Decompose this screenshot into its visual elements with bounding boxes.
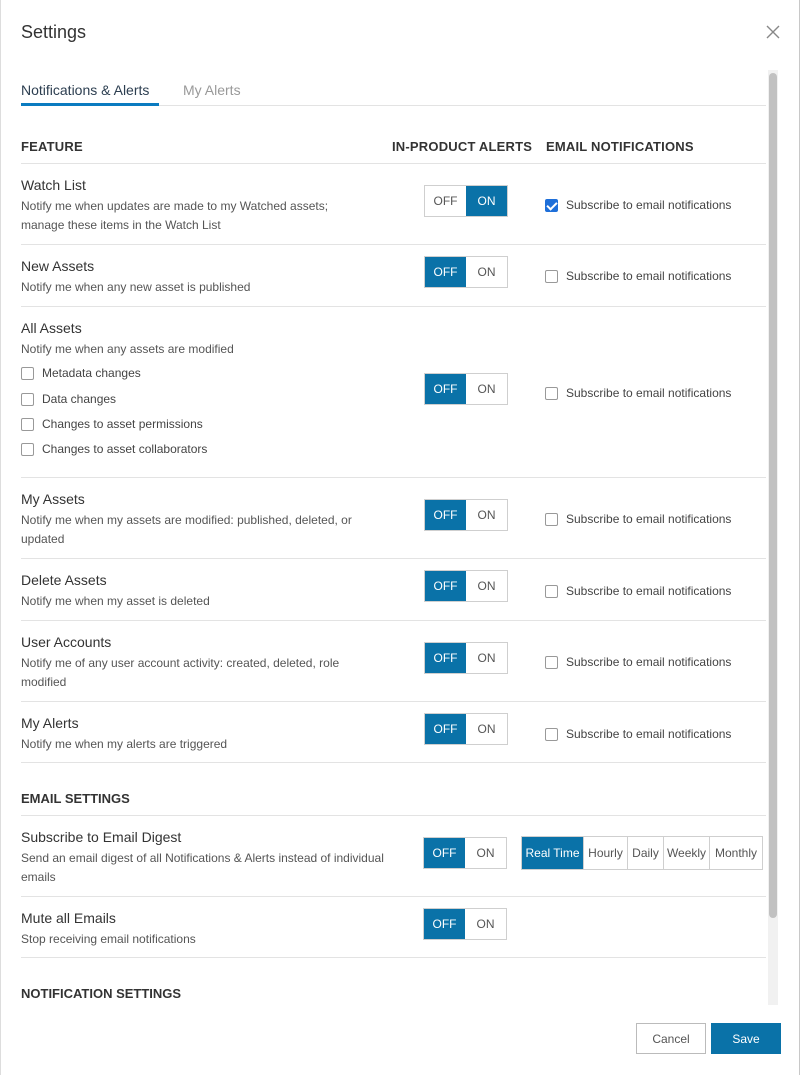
all-assets-toggle[interactable] — [424, 373, 508, 405]
settings-scroll-area — [1, 106, 767, 1001]
checkbox[interactable] — [21, 418, 34, 431]
email-digest-toggle[interactable] — [423, 837, 507, 869]
my-assets-toggle[interactable] — [424, 499, 508, 531]
feature-row-all-assets — [21, 306, 766, 477]
checkbox[interactable] — [545, 387, 558, 400]
column-headers — [21, 139, 766, 163]
toggle-on[interactable]: ON — [477, 722, 496, 736]
checkbox[interactable] — [21, 393, 34, 406]
close-icon[interactable] — [765, 24, 781, 40]
toggle-on[interactable]: ON — [476, 846, 495, 860]
toggle-on[interactable]: ON — [466, 186, 507, 216]
feature-title: Delete Assets — [21, 572, 107, 588]
frequency-monthly[interactable]: Monthly — [714, 846, 758, 860]
watch-list-email-checkbox[interactable] — [545, 198, 731, 212]
frequency-hourly[interactable]: Hourly — [584, 837, 628, 869]
email-column-header: EMAIL NOTIFICATIONS — [546, 139, 694, 154]
frequency-weekly[interactable]: Weekly — [664, 837, 710, 869]
feature-description: Notify me when any assets are modified — [21, 342, 234, 356]
modal-title: Settings — [21, 22, 87, 42]
frequency-real-time[interactable]: Real Time — [522, 837, 584, 869]
toggle-on[interactable]: ON — [477, 651, 496, 665]
checkbox[interactable] — [545, 585, 558, 598]
toggle-on[interactable]: ON — [477, 382, 496, 396]
suboption-asset-collaborators[interactable] — [21, 442, 207, 456]
toggle-off[interactable]: OFF — [425, 571, 466, 601]
checkbox[interactable] — [545, 270, 558, 283]
delete-assets-email-checkbox[interactable] — [545, 584, 731, 598]
digest-title: Subscribe to Email Digest — [21, 829, 182, 845]
my-assets-email-checkbox[interactable] — [545, 512, 731, 526]
feature-title: My Assets — [21, 491, 85, 507]
frequency-daily[interactable]: Daily — [628, 837, 664, 869]
suboption-data-changes[interactable] — [21, 392, 116, 406]
in-product-column-header: IN-PRODUCT ALERTS — [392, 139, 533, 154]
user-accounts-toggle[interactable] — [424, 642, 508, 674]
tab-bar — [21, 82, 766, 106]
toggle-on[interactable]: ON — [477, 508, 496, 522]
feature-title: User Accounts — [21, 634, 112, 650]
suboption-metadata-changes[interactable] — [21, 366, 141, 380]
feature-description: Notify me when any new asset is published — [21, 280, 251, 294]
delete-assets-toggle[interactable] — [424, 570, 508, 602]
email-settings-heading: EMAIL SETTINGS — [21, 791, 130, 806]
feature-column-header: FEATURE — [21, 139, 83, 154]
suboption-label: Data changes — [42, 392, 117, 406]
checkbox[interactable] — [21, 367, 34, 380]
scrollbar[interactable] — [768, 70, 778, 1005]
feature-title: Watch List — [21, 177, 86, 193]
feature-description: Notify me when my asset is deleted — [21, 594, 210, 608]
checkbox-checked[interactable] — [545, 199, 558, 212]
feature-title: My Alerts — [21, 715, 79, 731]
feature-description: Notify me of any user account activity: created, deleted, role modified — [21, 656, 340, 689]
feature-row-my-alerts — [21, 701, 766, 763]
mute-emails-toggle[interactable] — [423, 908, 507, 940]
email-checkbox-label: Subscribe to email notifications — [566, 198, 732, 212]
my-alerts-toggle[interactable] — [424, 713, 508, 745]
toggle-off[interactable]: OFF — [433, 194, 458, 208]
toggle-off[interactable]: OFF — [425, 257, 466, 287]
digest-frequency-selector[interactable] — [521, 836, 763, 870]
email-checkbox-label: Subscribe to email notifications — [566, 584, 732, 598]
notification-settings-heading: NOTIFICATION SETTINGS — [21, 986, 182, 1001]
suboption-label: Changes to asset collaborators — [42, 442, 208, 456]
checkbox[interactable] — [545, 728, 558, 741]
suboption-label: Metadata changes — [42, 366, 141, 380]
suboption-asset-permissions[interactable] — [21, 417, 203, 431]
toggle-off[interactable]: OFF — [425, 643, 466, 673]
feature-title: New Assets — [21, 258, 95, 274]
email-checkbox-label: Subscribe to email notifications — [566, 727, 732, 741]
email-checkbox-label: Subscribe to email notifications — [566, 269, 732, 283]
new-assets-toggle[interactable] — [424, 256, 508, 288]
email-digest-row — [21, 815, 766, 896]
feature-row-user-accounts — [21, 620, 766, 701]
my-alerts-email-checkbox[interactable] — [545, 727, 731, 741]
watch-list-toggle[interactable] — [424, 185, 508, 217]
email-checkbox-label: Subscribe to email notifications — [566, 512, 732, 526]
checkbox[interactable] — [21, 443, 34, 456]
feature-description: Notify me when my alerts are triggered — [21, 737, 228, 751]
toggle-off[interactable]: OFF — [424, 838, 465, 868]
email-checkbox-label: Subscribe to email notifications — [566, 655, 732, 669]
feature-row-delete-assets — [21, 558, 766, 620]
tab-my-alerts[interactable]: My Alerts — [183, 82, 241, 98]
toggle-off[interactable]: OFF — [424, 909, 465, 939]
feature-description: Notify me when my assets are modified: published, deleted, or updated — [21, 513, 352, 546]
user-accounts-email-checkbox[interactable] — [545, 655, 731, 669]
feature-description: Notify me when updates are made to my Watched assets; manage these items in the Watch List — [21, 199, 329, 232]
toggle-off[interactable]: OFF — [425, 374, 466, 404]
feature-title: All Assets — [21, 320, 82, 336]
new-assets-email-checkbox[interactable] — [545, 269, 731, 283]
tab-notifications-alerts[interactable]: Notifications & Alerts — [21, 82, 159, 106]
toggle-off[interactable]: OFF — [425, 714, 466, 744]
checkbox[interactable] — [545, 513, 558, 526]
digest-description: Send an email digest of all Notifications & Alerts instead of individual emails — [21, 851, 384, 884]
save-button[interactable]: Save — [711, 1023, 781, 1054]
all-assets-email-checkbox[interactable] — [545, 386, 731, 400]
toggle-off[interactable]: OFF — [425, 500, 466, 530]
cancel-button[interactable]: Cancel — [636, 1023, 706, 1054]
mute-description: Stop receiving email notifications — [21, 932, 196, 946]
toggle-on[interactable]: ON — [477, 265, 496, 279]
mute-emails-row — [21, 896, 766, 958]
scrollbar-thumb[interactable] — [769, 73, 777, 918]
feature-row-watch-list — [21, 163, 766, 244]
mute-title: Mute all Emails — [21, 910, 116, 926]
feature-row-new-assets — [21, 244, 766, 306]
toggle-on[interactable]: ON — [476, 917, 495, 931]
feature-row-my-assets — [21, 477, 766, 558]
toggle-on[interactable]: ON — [477, 579, 496, 593]
checkbox[interactable] — [545, 656, 558, 669]
email-checkbox-label: Subscribe to email notifications — [566, 386, 732, 400]
suboption-label: Changes to asset permissions — [42, 417, 203, 431]
